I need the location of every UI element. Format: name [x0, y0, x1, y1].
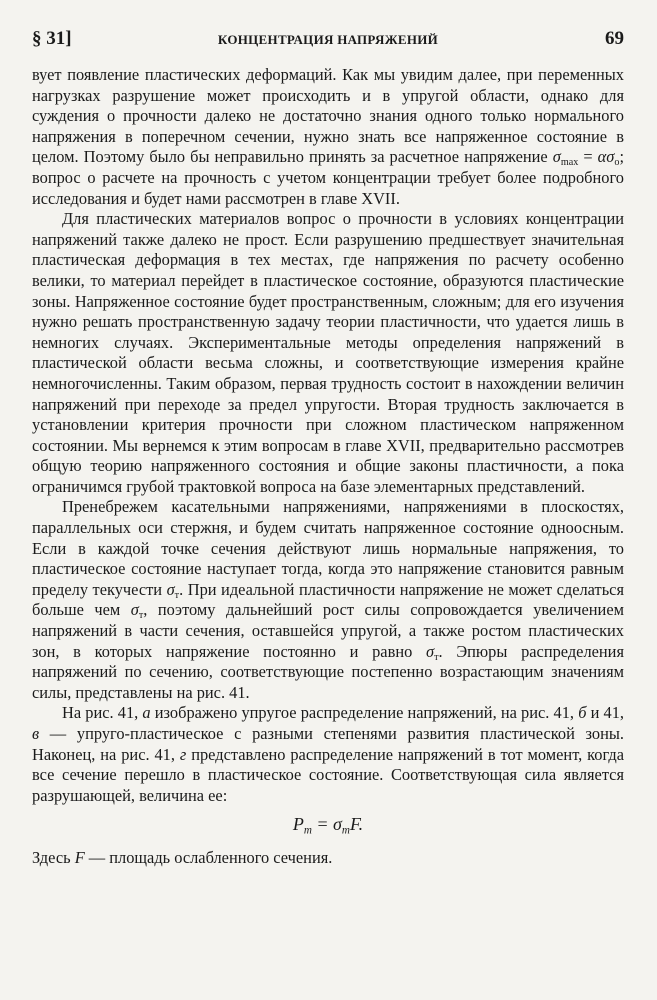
book-page	[32, 28, 624, 869]
subscript: т	[174, 589, 180, 601]
text-run: Пренебрежем касательными напряжениями, напряжениями в плоскостях, параллельных оси стержня, и будем считать напряженное состояние одноосным. Если в каждой точке сечения действуют лишь нормальные напряжения, то пластическое состояние наступает тогда, когда это напряжение становится равным пределу текучести	[32, 497, 624, 599]
closing-line	[32, 848, 624, 869]
subscript: т	[341, 824, 350, 837]
text-run: . При идеальной пластичности напряжение не может сделаться больше чем	[32, 579, 624, 620]
text-run: изображено упругое распределение напряжений, на рис. 41,	[150, 703, 579, 723]
text-run: F	[349, 814, 359, 835]
text-run: σ	[552, 147, 561, 167]
text-run: вует появление пластических деформаций. Как мы увидим далее, при переменных нагрузках разрушение может происходить и в упругой области, однако для суждения о прочности далеко не достаточно знания одного только нормального напряжения в поперечном сечении, нужно знать все напряженное состояние в целом. Поэтому было бы неправильно принять за расчетное напряжение	[32, 65, 624, 167]
text-run: σ	[333, 814, 342, 835]
running-header	[32, 28, 624, 54]
paragraph	[32, 65, 624, 209]
text-run: а	[142, 703, 151, 723]
text-run: Для пластических материалов вопрос о прочности в условиях концентрации напряжений также далеко не прост. Если разрушению предшествует значительная пластическая деформация в тех местах, где напряжения по расчету особенно велики, то материал перейдет в пластическое состояние, образуются пластические зоны. Напряженное состояние будет пространственным, сложным; для его изучения нужно решать пространственную задачу теории пластичности, что удается лишь в немногих случаях. Экспериментальные методы определения напряжений в пластической области весьма сложны, и соответствующие измерения крайне немногочисленны. Таким образом, первая трудность состоит в нахождении величин напряжений при переходе за предел упругости. Вторая трудность заключается в установлении критерия прочности при сложном пластическом напряженном состоянии. Мы вернемся к этим вопросам в главе XVII, предварительно рассмотрев общую теорию напряженного состояния и общие законы пластичности, а пока ограничимся грубой трактовкой вопроса на базе элементарных представлений.	[32, 209, 624, 496]
text-run: σ	[130, 600, 139, 620]
formula-breaking-force	[32, 812, 624, 836]
page-number: 69	[605, 28, 624, 49]
subscript: т	[303, 824, 312, 837]
text-run: ; вопрос о расчете на прочность с учетом концентрации требует более подробного исследования и будет нами рассмотрен в главе XVII.	[32, 147, 624, 208]
paragraph	[32, 703, 624, 806]
text-run: . Эпюры распределения напряжений по сечению, соответствующие постепенно возрастающим значениям силы, представлены на рис. 41.	[32, 641, 624, 702]
running-title: КОНЦЕНТРАЦИЯ НАПРЯЖЕНИЙ	[217, 32, 439, 47]
section-mark: § 31]	[32, 28, 72, 49]
text-run: =	[578, 147, 598, 167]
subscript: o	[614, 157, 620, 169]
text-run: σ	[166, 579, 175, 599]
text-run: и 41,	[586, 703, 625, 723]
text-run: ασ	[597, 147, 615, 167]
subscript: т	[138, 610, 144, 622]
text-run: представлено распределение напряжений в тот момент, когда все сечение перешло в пластическое состояние. Соответствующая сила является разрушающей, величина ее:	[32, 744, 624, 805]
text-run: .	[358, 814, 364, 835]
paragraph	[32, 209, 624, 497]
text-run: г	[179, 744, 187, 764]
text-run: F	[74, 848, 85, 868]
text-run: На рис. 41,	[62, 703, 143, 723]
text-run: P	[292, 814, 304, 835]
text-run: б	[578, 703, 587, 723]
text-run: в	[32, 724, 40, 743]
text-run: σ	[425, 641, 435, 661]
text-run: — упруго-пластическое с разными степенями развития пластической зоны. Наконец, на рис. 41,	[32, 724, 624, 764]
text-run: =	[311, 814, 334, 835]
body-text	[32, 65, 624, 869]
subscript: max	[560, 157, 579, 169]
text-run: — площадь ослабленного сечения.	[84, 848, 333, 868]
text-run: Здесь	[32, 848, 75, 868]
subscript: т	[434, 651, 439, 663]
text-run: , поэтому дальнейший рост силы сопровождается увеличением напряжений в части сечения, оставшейся упругой, а также ростом пластических зон, в которых напряжение постоянно и равно	[32, 600, 624, 661]
paragraph	[32, 497, 624, 703]
